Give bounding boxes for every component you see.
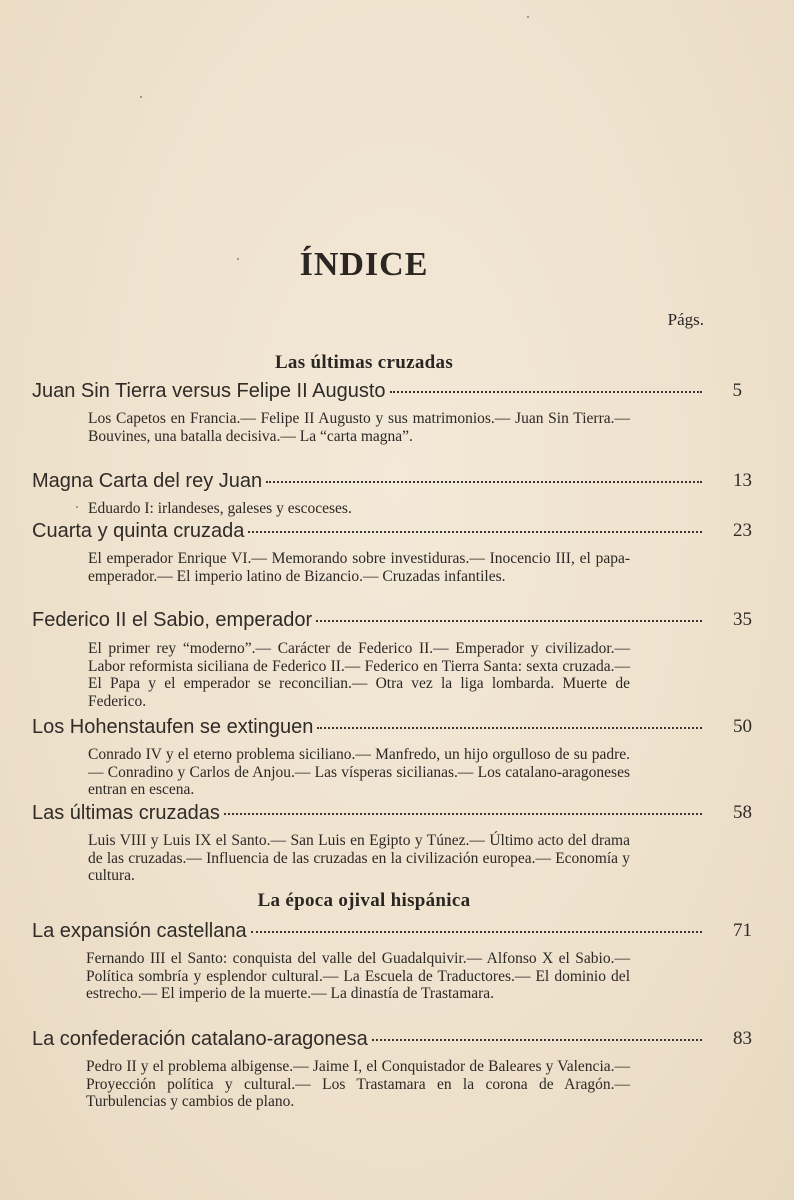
toc-entry[interactable] bbox=[32, 802, 752, 825]
toc-entry[interactable] bbox=[32, 470, 752, 493]
dot-leader bbox=[251, 931, 702, 933]
dot-leader bbox=[316, 620, 702, 622]
dot-leader bbox=[266, 481, 702, 483]
entry-title: La confederación catalano-aragonesa bbox=[32, 1028, 368, 1050]
paper-speck bbox=[140, 96, 142, 98]
entry-title: Los Hohenstaufen se extinguen bbox=[32, 716, 314, 738]
entry-page: 50 bbox=[733, 716, 752, 737]
dot-leader bbox=[372, 1039, 702, 1041]
paper-speck bbox=[76, 506, 78, 508]
page-title: ÍNDICE bbox=[299, 246, 429, 283]
entry-description: Eduardo I: irlandeses, galeses y escoceses. bbox=[88, 500, 352, 517]
entry-title: Cuarta y quinta cruzada bbox=[32, 520, 245, 542]
toc-entry[interactable] bbox=[32, 609, 752, 632]
entry-description: El primer rey “moderno”.— Carácter de Federico II.— Emperador y civilizador.— Labor reformista siciliana de Federico II.— Federico en Tierra Santa: sexta cruzada.— El Papa y el emperador se reconcilian.— Otra vez la liga lombarda. Muerte de Federico. bbox=[88, 640, 630, 710]
entry-description: El emperador Enrique VI.— Memorando sobre investiduras.— Inocencio III, el papa-emperador.— El imperio latino de Bizancio.— Cruzadas infantiles. bbox=[88, 550, 630, 585]
toc-entry[interactable] bbox=[32, 520, 752, 543]
entry-title: Las últimas cruzadas bbox=[32, 802, 220, 824]
entry-description: Fernando III el Santo: conquista del valle del Guadalquivir.— Alfonso X el Sabio.— Política sombría y esplendor cultural.— La Escuela de Traductores.— El dominio del estrecho.— El imperio de la muerte.— La dinastía de Trastamara. bbox=[86, 950, 630, 1002]
dot-leader bbox=[390, 391, 702, 393]
toc-entry[interactable] bbox=[32, 920, 752, 943]
entry-description: Luis VIII y Luis IX el Santo.— San Luis en Egipto y Túnez.— Último acto del drama de las cruzadas.— Influencia de las cruzadas en la civilización europea.— Economía y cultura. bbox=[88, 832, 630, 884]
entry-page: 13 bbox=[733, 470, 752, 491]
entry-page: 83 bbox=[733, 1028, 752, 1049]
dot-leader bbox=[224, 813, 702, 815]
entry-title: La expansión castellana bbox=[32, 920, 247, 942]
entry-title: Federico II el Sabio, emperador bbox=[32, 609, 313, 631]
section-heading: Las últimas cruzadas bbox=[274, 352, 454, 373]
entry-page: 58 bbox=[733, 802, 752, 823]
dot-leader bbox=[317, 727, 702, 729]
entry-title: Juan Sin Tierra versus Felipe II Augusto bbox=[32, 380, 386, 402]
entry-title: Magna Carta del rey Juan bbox=[32, 470, 263, 492]
entry-page: 35 bbox=[733, 609, 752, 630]
entry-page: 5 bbox=[732, 380, 742, 401]
entry-description: Los Capetos en Francia.— Felipe II Augusto y sus matrimonios.— Juan Sin Tierra.— Bouvines, una batalla decisiva.— La “carta magna”. bbox=[88, 410, 630, 445]
paper-speck bbox=[527, 16, 529, 18]
entry-page: 23 bbox=[733, 520, 752, 541]
toc-entry[interactable] bbox=[32, 1028, 752, 1051]
entry-description: Pedro II y el problema albigense.— Jaime I, el Conquistador de Baleares y Valencia.— Proyección política y cultural.— Los Trastamara en la corona de Aragón.— Turbulencias y cambios de plano. bbox=[86, 1058, 630, 1110]
pages-column-label: Págs. bbox=[667, 310, 704, 329]
entry-page: 71 bbox=[733, 920, 752, 941]
toc-entry[interactable] bbox=[32, 380, 742, 403]
section-heading: La época ojival hispánica bbox=[257, 890, 471, 911]
toc-entry[interactable] bbox=[32, 716, 752, 739]
dot-leader bbox=[248, 531, 702, 533]
entry-description: Conrado IV y el eterno problema siciliano.— Manfredo, un hijo orgulloso de su padre.— Conradino y Carlos de Anjou.— Las vísperas sicilianas.— Los catalano-aragoneses entran en escena. bbox=[88, 746, 630, 798]
